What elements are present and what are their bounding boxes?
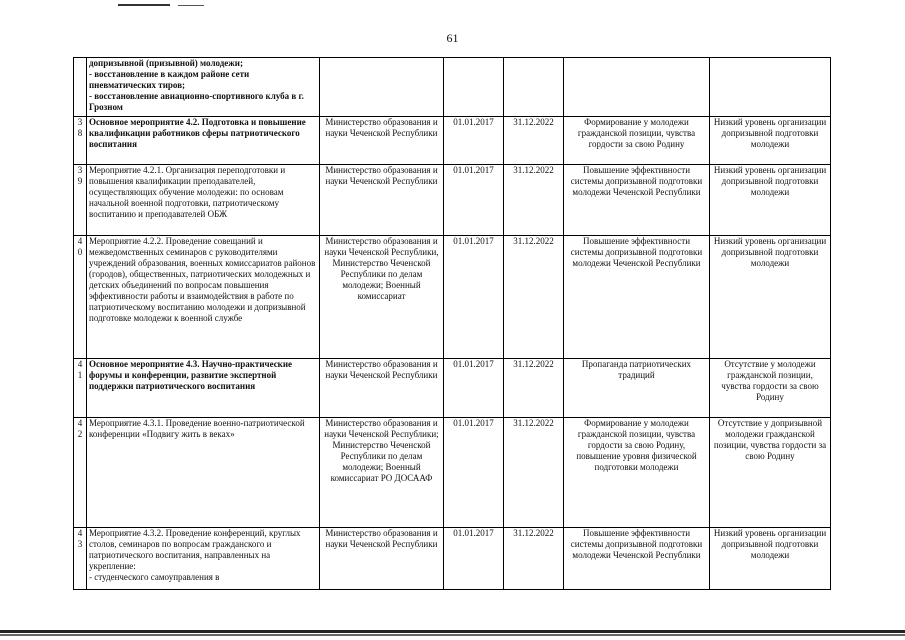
end-date [504,58,564,117]
scan-top-marks [0,3,905,9]
table-row [74,58,831,117]
executor [320,58,444,117]
end-date: 31.12.2022 [504,418,564,528]
row-number: 4 0 [74,236,87,359]
end-date: 31.12.2022 [504,528,564,590]
executor: Министерство образования и науки Чеченской Республики [320,117,444,165]
row-number: 3 9 [74,165,87,236]
measures-table [73,57,831,590]
end-date: 31.12.2022 [504,165,564,236]
start-date: 01.01.2017 [444,117,504,165]
table-row [74,528,831,590]
table-row [74,165,831,236]
row-number: 4 3 [74,528,87,590]
row-number: 4 2 [74,418,87,528]
scan-bottom-edge [0,630,905,633]
table-row [74,117,831,165]
expected-result [564,58,710,117]
start-date [444,58,504,117]
row-number [74,58,87,117]
start-date: 01.01.2017 [444,418,504,528]
scan-mark [178,5,204,6]
end-date: 31.12.2022 [504,236,564,359]
table-row [74,359,831,418]
activity-name: допризывной (призывной) молодежи; - восстановление в каждом районе сети пневматических тиров; - восстановление авиационно-спортивного клуба в г. Грозном [87,58,320,117]
risk: Низкий уровень организации допризывной подготовки молодежи [710,117,831,165]
expected-result: Повышение эффективности системы допризывной подготовки молодежи Чеченской Республики [564,528,710,590]
table-row [74,236,831,359]
executor: Министерство образования и науки Чеченской Республики [320,165,444,236]
executor: Министерство образования и науки Чеченской Республики, Министерство Чеченской Республики по делам молодежи; Военный комиссариат [320,236,444,359]
executor: Министерство образования и науки Чеченской Республики [320,359,444,418]
risk [710,58,831,117]
end-date: 31.12.2022 [504,359,564,418]
row-number: 4 1 [74,359,87,418]
expected-result: Повышение эффективности системы допризывной подготовки молодежи Чеченской Республики [564,165,710,236]
start-date: 01.01.2017 [444,236,504,359]
activity-name: Мероприятие 4.2.1. Организация переподготовки и повышения квалификации преподавателей, осуществляющих обучение молодежи: по основам начальной военной подготовки, патриотическому воспитанию и преподавателей ОБЖ [87,165,320,236]
activity-name: Мероприятие 4.3.2. Проведение конференций, круглых столов, семинаров по вопросам гражданского и патриотического воспитания, направленных на укрепление: - студенческого самоуправления в [87,528,320,590]
executor: Министерство образования и науки Чеченской Республики [320,528,444,590]
risk: Низкий уровень организации допризывной подготовки молодежи [710,528,831,590]
row-number: 3 8 [74,117,87,165]
start-date: 01.01.2017 [444,165,504,236]
risk: Отсутствие у молодежи гражданской позиции, чувства гордости за свою Родину [710,359,831,418]
page-number: 61 [446,31,459,45]
expected-result: Формирование у молодежи гражданской позиции, чувства гордости за свою Родину [564,117,710,165]
activity-name: Основное мероприятие 4.2. Подготовка и повышение квалификации работников сферы патриотического воспитания [87,117,320,165]
activity-name: Основное мероприятие 4.3. Научно-практические форумы и конференции, развитие экспертной поддержки патриотического воспитания [87,359,320,418]
activity-name: Мероприятие 4.2.2. Проведение совещаний и межведомственных семинаров с руководителями учреждений образования, военных комиссариатов районов (городов), общественных, патриотических молодежных и детских объединений по вопросам повышения эффективности работы и взаимодействия в работе по патриотическому воспитанию молодежи и допризывной подготовке молодежи к военной службе [87,236,320,359]
start-date: 01.01.2017 [444,528,504,590]
scan-bottom-edge [0,634,905,636]
scan-mark [118,4,170,6]
expected-result: Повышение эффективности системы допризывной подготовки молодежи Чеченской Республики [564,236,710,359]
expected-result: Пропаганда патриотических традиций [564,359,710,418]
risk: Отсутствие у допризывной молодежи гражданской позиции, чувства гордости за свою Родину [710,418,831,528]
end-date: 31.12.2022 [504,117,564,165]
activity-name: Мероприятие 4.3.1. Проведение военно-патриотической конференции «Подвигу жить в веках» [87,418,320,528]
start-date: 01.01.2017 [444,359,504,418]
risk: Низкий уровень организации допризывной подготовки молодежи [710,165,831,236]
table-row [74,418,831,528]
risk: Низкий уровень организации допризывной подготовки молодежи [710,236,831,359]
expected-result: Формирование у молодежи гражданской позиции, чувства гордости за свою Родину, повышение уровня физической подготовки молодежи [564,418,710,528]
executor: Министерство образования и науки Чеченской Республики; Министерство Чеченской Республики по делам молодежи; Военный комиссариат РО ДОСААФ [320,418,444,528]
